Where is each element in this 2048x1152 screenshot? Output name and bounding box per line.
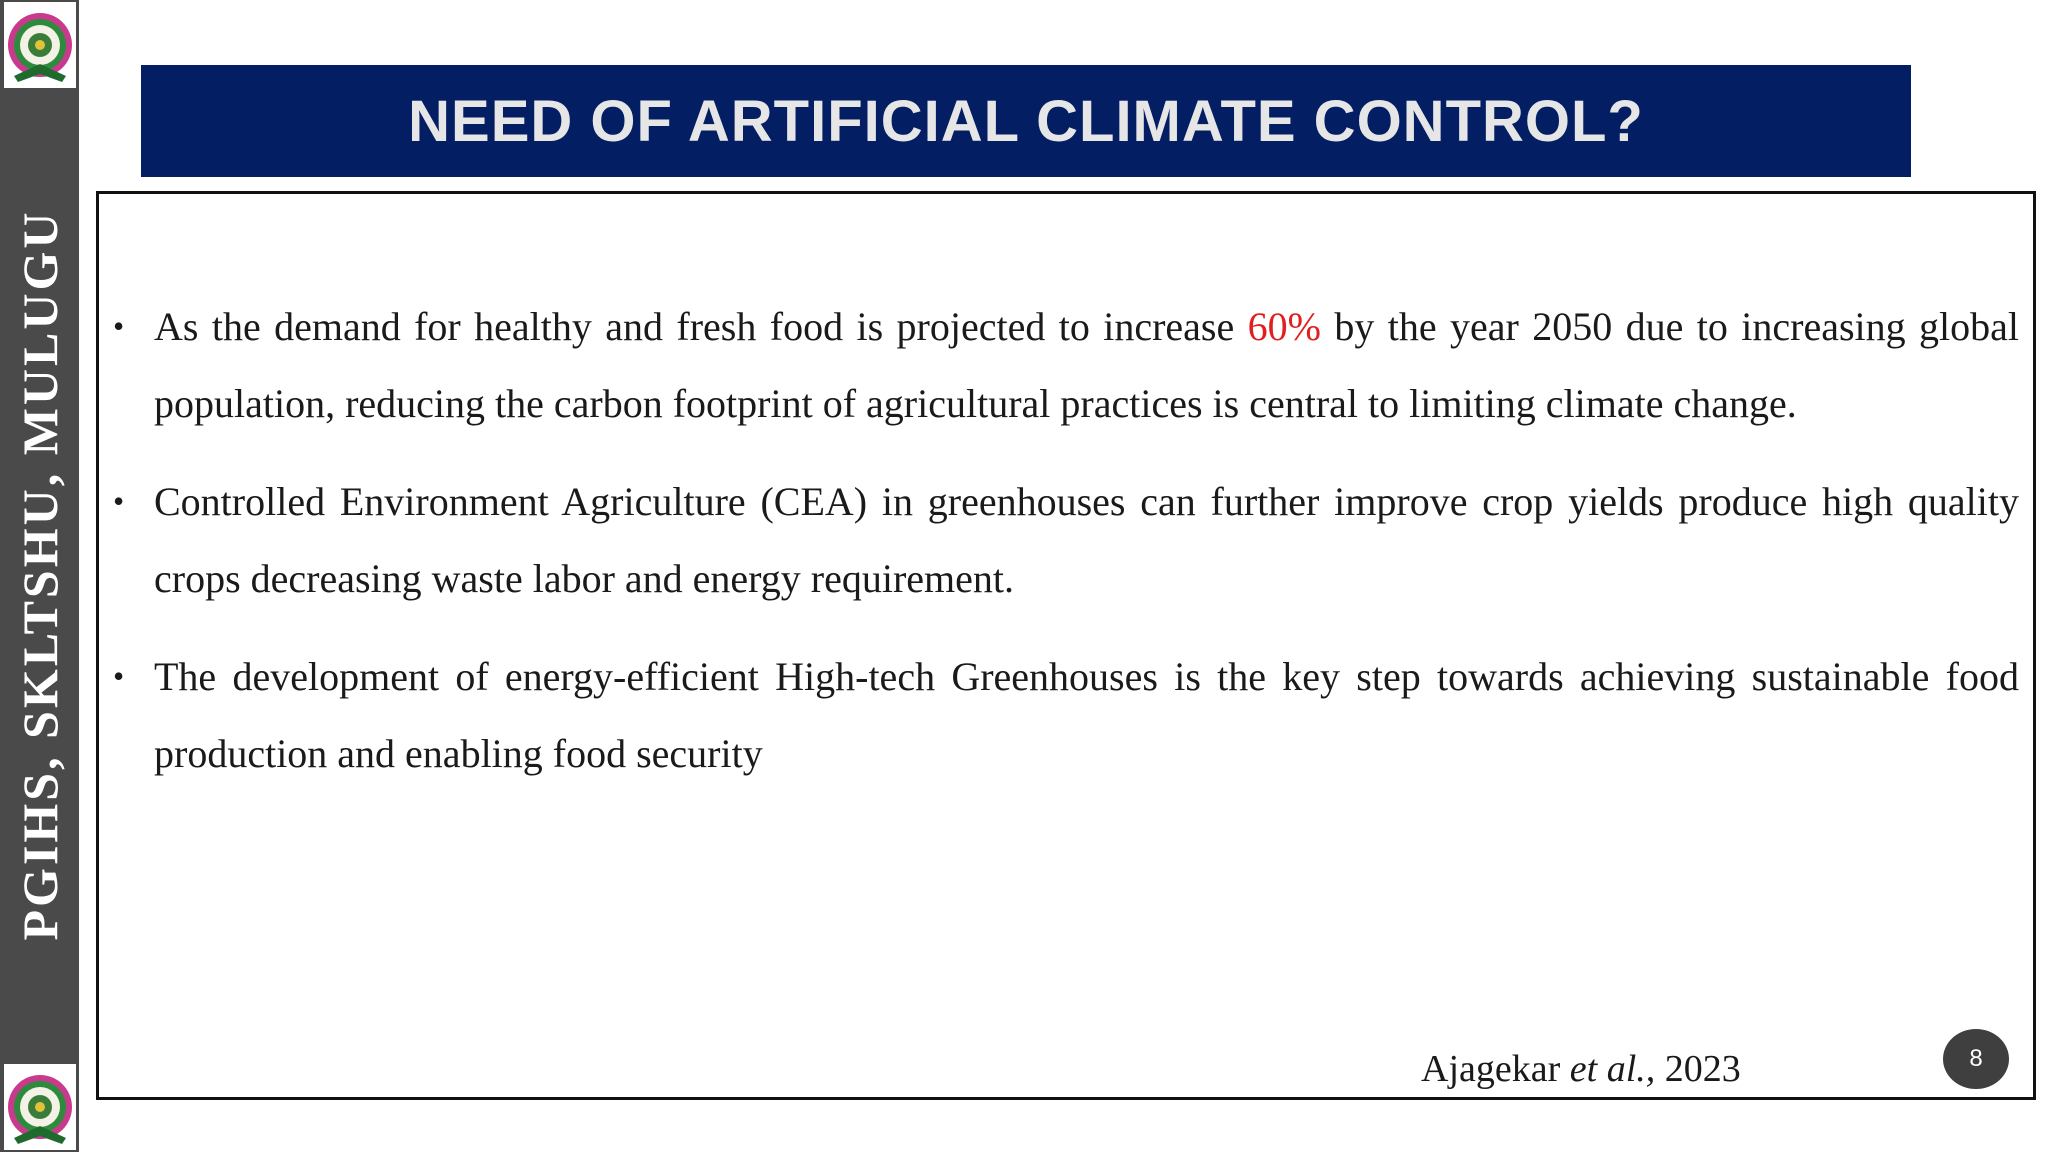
- university-logo-icon: [4, 2, 76, 88]
- bullet-list: [99, 288, 2033, 792]
- university-logo-icon: [4, 1064, 76, 1150]
- sidebar-label: PGIHS, SKLTSHU, MULUGU: [12, 209, 68, 941]
- bullet-item: [99, 288, 2033, 442]
- side-banner: [0, 0, 79, 1152]
- bullet-icon: •: [113, 308, 125, 344]
- citation: [1421, 1047, 1741, 1091]
- bullet-text: Controlled Environment Agriculture (CEA) in greenhouses can further improve crop yields produce high quality crops decreasing waste labor and energy requirement.: [154, 479, 2019, 601]
- slide-title: NEED OF ARTIFICIAL CLIMATE CONTROL?: [408, 88, 1644, 154]
- bullet-text-start: As the demand for healthy and fresh food is projected to increase: [154, 304, 1248, 349]
- title-bar: [141, 65, 1911, 177]
- content-frame: [96, 191, 2036, 1100]
- page-number-badge: 8: [1943, 1029, 2009, 1089]
- citation-year: 2023: [1655, 1048, 1741, 1090]
- bullet-text: The development of energy-efficient High-tech Greenhouses is the key step towards achieving sustainable food production and enabling food security: [154, 654, 2019, 776]
- bullet-text-end: by the year 2050 due to increasing global population, reducing the carbon footprint of agricultural practices is central to limiting climate change.: [154, 304, 2019, 426]
- bullet-icon: •: [113, 483, 125, 519]
- bullet-item: [99, 463, 2033, 617]
- citation-etal: et al.,: [1569, 1048, 1656, 1090]
- bullet-icon: •: [113, 658, 125, 694]
- highlight-percentage: 60%: [1247, 304, 1321, 349]
- citation-author: Ajagekar: [1421, 1048, 1570, 1090]
- bullet-item: [99, 638, 2033, 792]
